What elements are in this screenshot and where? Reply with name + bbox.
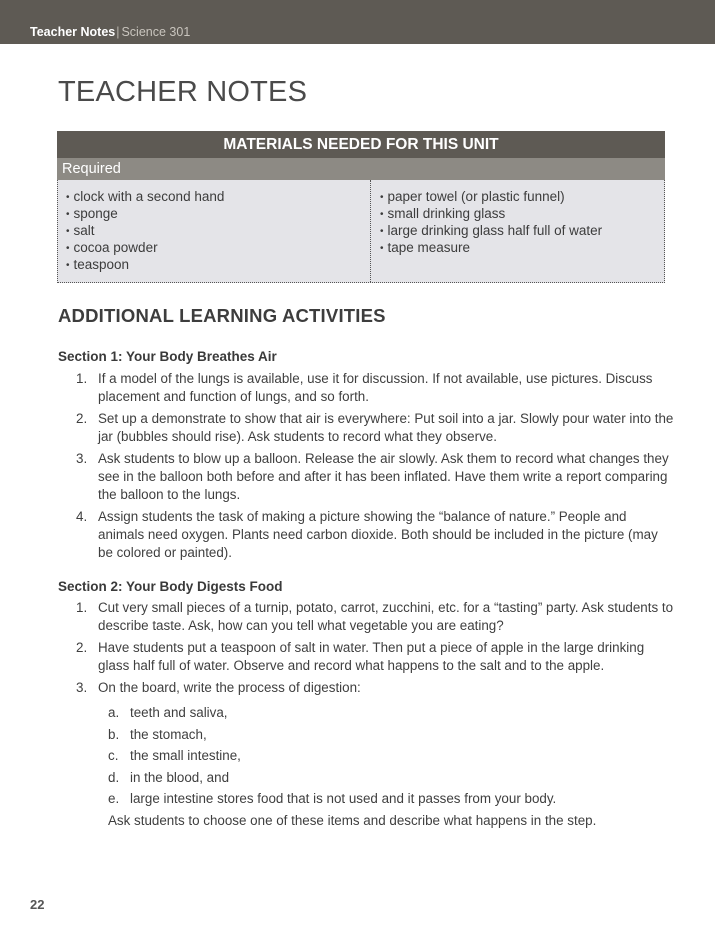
header-separator: |: [116, 25, 120, 39]
material-item: • sponge: [66, 206, 370, 223]
sublist-item: [108, 769, 596, 791]
item-number: 1.: [76, 600, 88, 615]
materials-subtitle: Required: [57, 158, 665, 180]
item-text: Have students put a teaspoon of salt in water. Then put a piece of apple in the large drinking glass half full of water. Observe and record what happens to the salt and to the apple.: [98, 640, 645, 673]
material-item: • paper towel (or plastic funnel): [380, 189, 664, 206]
item-number: 3.: [76, 451, 88, 466]
list-item: [76, 450, 676, 504]
item-text: Ask students to blow up a balloon. Release the air slowly. Ask them to record what changes they see in the balloon both before and after it has been inflated. Have them write a report comparing the balloon to the lungs.: [98, 451, 669, 502]
page-number: 22: [30, 897, 45, 912]
item-letter: d.: [108, 769, 120, 785]
section-1-list: [76, 370, 676, 566]
digestion-sublist: [108, 704, 596, 833]
item-letter: e.: [108, 791, 120, 806]
page-title: TEACHER NOTES: [58, 76, 308, 108]
material-item: • tape measure: [380, 240, 664, 257]
item-number: 2.: [76, 411, 88, 426]
item-text: in the blood, and: [130, 769, 230, 785]
material-item: • clock with a second hand: [66, 189, 370, 206]
list-item: [76, 508, 676, 562]
header-course: Science 301: [121, 25, 191, 39]
item-number: 4.: [76, 509, 88, 524]
closing-instruction: Ask students to choose one of these items and describe what happens in the step.: [108, 812, 597, 828]
item-text: Set up a demonstrate to show that air is everywhere: Put soil into a jar. Slowly pour water into the jar (bubbles should rise). Ask students to record what they observe.: [98, 411, 674, 444]
materials-left-column: [58, 180, 370, 282]
item-text: Cut very small pieces of a turnip, potato, carrot, zucchini, etc. for a “tasting” party. Ask students to describe taste. Ask, how can you tell what vegetable you are eating?: [98, 600, 674, 633]
list-item: [76, 639, 676, 675]
item-text: Assign students the task of making a picture showing the “balance of nature.” People and animals need oxygen. Plants need carbon dioxide. Both should be included in the picture (may be colored or painted).: [98, 509, 658, 560]
sublist-item: [108, 704, 596, 726]
item-letter: b.: [108, 726, 120, 742]
materials-right-column: [370, 180, 664, 282]
item-text: the stomach,: [130, 726, 207, 742]
item-text: On the board, write the process of digestion:: [98, 680, 361, 695]
activities-heading: ADDITIONAL LEARNING ACTIVITIES: [58, 305, 386, 326]
sublist-item: [108, 790, 596, 812]
item-number: 3.: [76, 680, 88, 695]
item-number: 2.: [76, 640, 88, 655]
sublist-item: [108, 726, 596, 748]
section-2-list: [76, 599, 676, 701]
item-text: large intestine stores food that is not used and it passes from your body.: [130, 791, 557, 806]
section-2-heading: Section 2: Your Body Digests Food: [58, 579, 283, 594]
item-text: the small intestine,: [130, 748, 241, 763]
material-item: • large drinking glass half full of water: [380, 223, 664, 240]
item-number: 1.: [76, 371, 88, 386]
list-item: [76, 410, 676, 446]
sublist-item: [108, 747, 596, 769]
list-item: [76, 599, 676, 635]
material-item: • cocoa powder: [66, 240, 370, 257]
material-item: • small drinking glass: [380, 206, 664, 223]
item-text: teeth and saliva,: [130, 705, 228, 720]
material-item: • teaspoon: [66, 257, 370, 274]
list-item: [76, 370, 676, 406]
list-item: [76, 679, 676, 697]
item-letter: a.: [108, 705, 120, 720]
item-text: If a model of the lungs is available, use it for discussion. If not available, use pictures. Discuss placement and function of lungs, and so forth.: [98, 371, 653, 404]
materials-box: [57, 131, 665, 284]
running-header: [30, 25, 190, 39]
item-letter: c.: [108, 748, 119, 763]
material-item: • salt: [66, 223, 370, 240]
section-1-heading: Section 1: Your Body Breathes Air: [58, 349, 277, 364]
header-label: Teacher Notes: [30, 25, 116, 39]
materials-list: [57, 180, 665, 283]
materials-title: MATERIALS NEEDED FOR THIS UNIT: [57, 131, 665, 158]
